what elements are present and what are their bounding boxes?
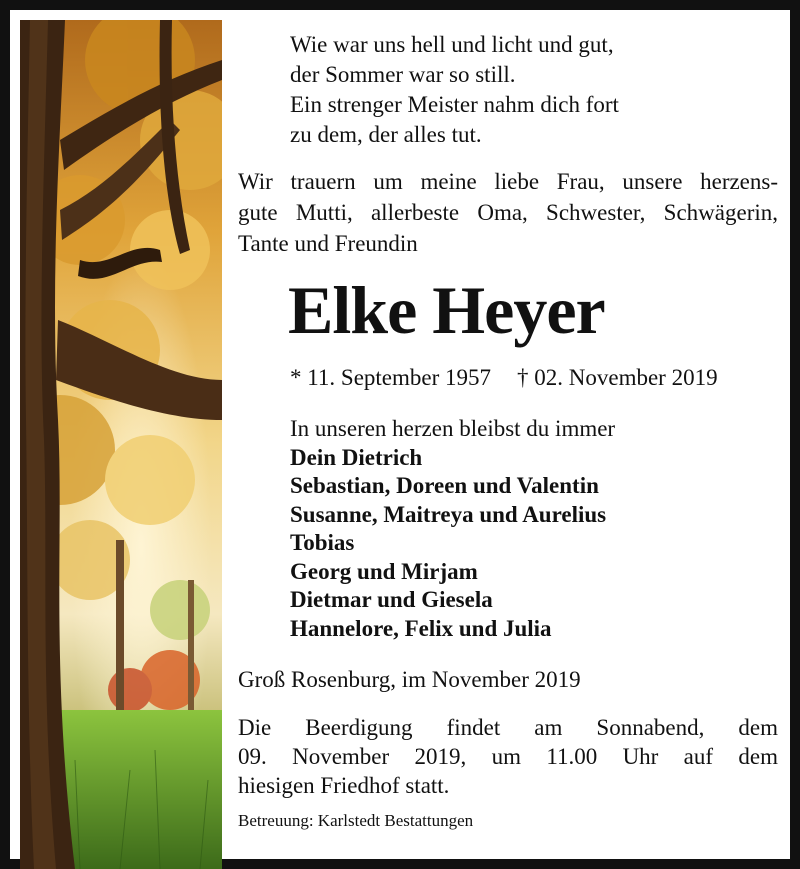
mourning-line: Wir trauern um meine liebe Frau, unsere herzens- (238, 169, 778, 194)
poem (290, 30, 750, 150)
mourning-line: Tante und Freundin (238, 231, 418, 256)
funeral-line: Die Beerdigung findet am Sonnabend, dem (238, 715, 778, 740)
family-member: Georg und Mirjam (290, 558, 478, 584)
family-intro: In unseren herzen bleibst du immer (290, 416, 616, 441)
family-member: Susanne, Maitreya und Aurelius (290, 501, 607, 527)
family-member: Sebastian, Doreen und Valentin (290, 473, 599, 498)
obituary-text (238, 30, 778, 832)
family-member: Dietmar und Giesela (290, 587, 493, 612)
death-date: † 02. November 2019 (517, 365, 718, 390)
deceased-name: Elke Heyer (288, 272, 605, 348)
autumn-tree-photo (20, 20, 222, 869)
mourning-statement (238, 166, 778, 259)
family-list (290, 415, 778, 643)
life-dates (290, 363, 778, 393)
poem-line: Ein strenger Meister nahm dich fort (290, 92, 619, 117)
poem-line: zu dem, der alles tut. (290, 122, 482, 147)
funeral-line: hiesigen Friedhof statt. (238, 773, 450, 798)
funeral-notice (238, 713, 778, 800)
poem-line: der Sommer war so still. (290, 62, 516, 87)
family-member: Tobias (290, 530, 355, 555)
mourning-line: gute Mutti, allerbeste Oma, Schwester, Schwägerin, (238, 200, 778, 225)
poem-line: Wie war uns hell und licht und gut, (290, 32, 614, 57)
funeral-line: 09. November 2019, um 11.00 Uhr auf dem (238, 744, 778, 769)
family-member: Hannelore, Felix und Julia (290, 615, 552, 641)
place-and-date: Groß Rosenburg, im November 2019 (238, 667, 581, 692)
family-member: Dein Dietrich (290, 444, 423, 470)
birth-date: * 11. September 1957 (290, 365, 492, 390)
funeral-home-credit: Betreuung: Karlstedt Bestattungen (238, 811, 474, 830)
